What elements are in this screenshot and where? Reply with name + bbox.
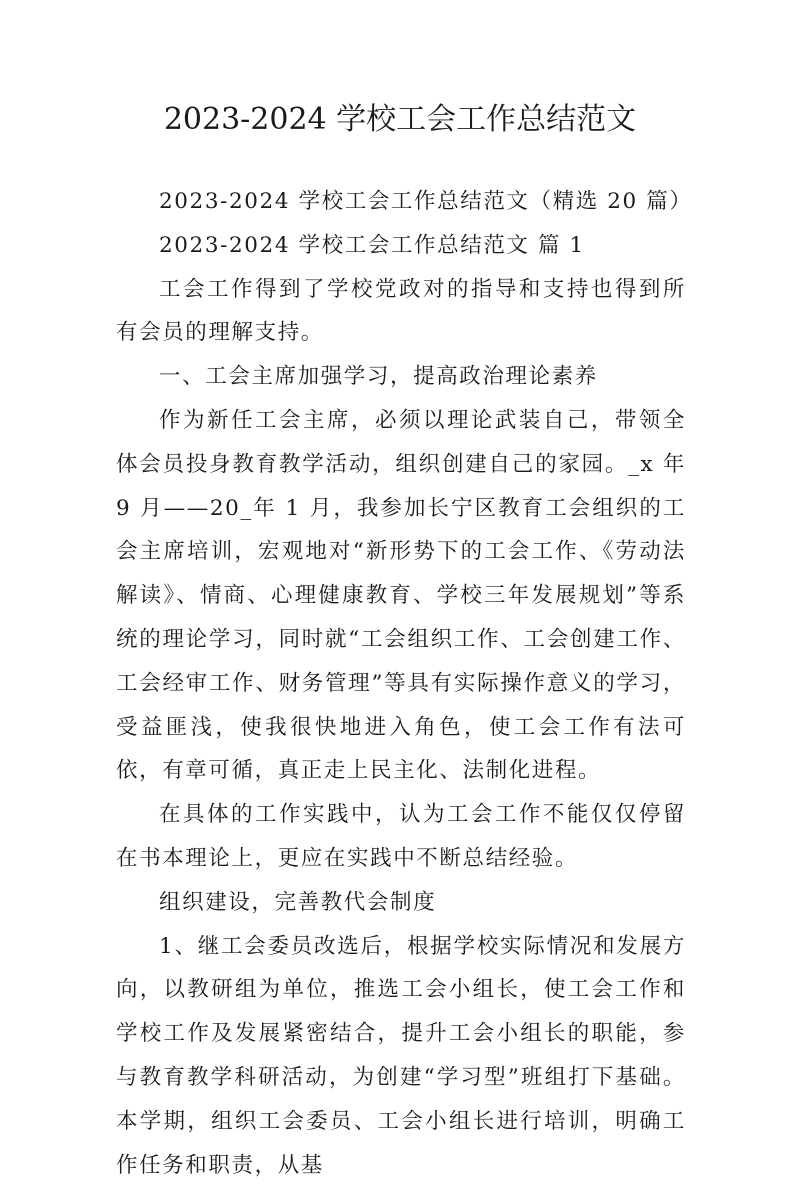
body-paragraph: 工会工作得到了学校党政对的指导和支持也得到所有会员的理解支持。 bbox=[116, 276, 686, 346]
document-body bbox=[116, 180, 693, 1187]
body-paragraph: 作为新任工会主席，必须以理论武装自己，带领全体会员投身教育教学活动，组织创建自己的家园。_x 年 9 月——20_年 1 月，我参加长宁区教育工会组织的工会主席培训，宏观地对“新形势下的工会工作、《劳动法解读》、情商、心理健康教育、学校三年发展规划”等系统的理论学习，同时就“工会组织工作、工会创建工作、工会经审工作、财务管理”等具有实际操作意义的学习，受益匪浅，使我很快地进入角色，使工会工作有法可依，有章可循，真正走上民主化、法制化进程。 bbox=[116, 407, 686, 784]
subsection-heading: 一、工会主席加强学习，提高政治理论素养 bbox=[159, 364, 598, 390]
subtitle-paragraph: 2023-2024 学校工会工作总结范文（精选 20 篇） bbox=[159, 189, 693, 214]
body-paragraph: 在具体的工作实践中，认为工会工作不能仅仅停留在书本理论上，更应在实践中不断总结经验。 bbox=[116, 802, 686, 871]
section-heading: 2023-2024 学校工会工作总结范文 篇 1 bbox=[159, 232, 585, 258]
document-title: 2023-2024 学校工会工作总结范文 bbox=[163, 102, 637, 137]
subsection-heading: 组织建设，完善教代会制度 bbox=[159, 889, 437, 915]
body-paragraph: 1、继工会委员改选后，根据学校实际情况和发展方向，以教研组为单位，推选工会小组长，使工会工作和学校工作及发展紧密结合，提升工会小组长的职能，参与教育教学科研活动，为创建“学习型”班组打下基础。本学期，组织工会委员、工会小组长进行培训，明确工作任务和职责，从基 bbox=[116, 933, 686, 1178]
